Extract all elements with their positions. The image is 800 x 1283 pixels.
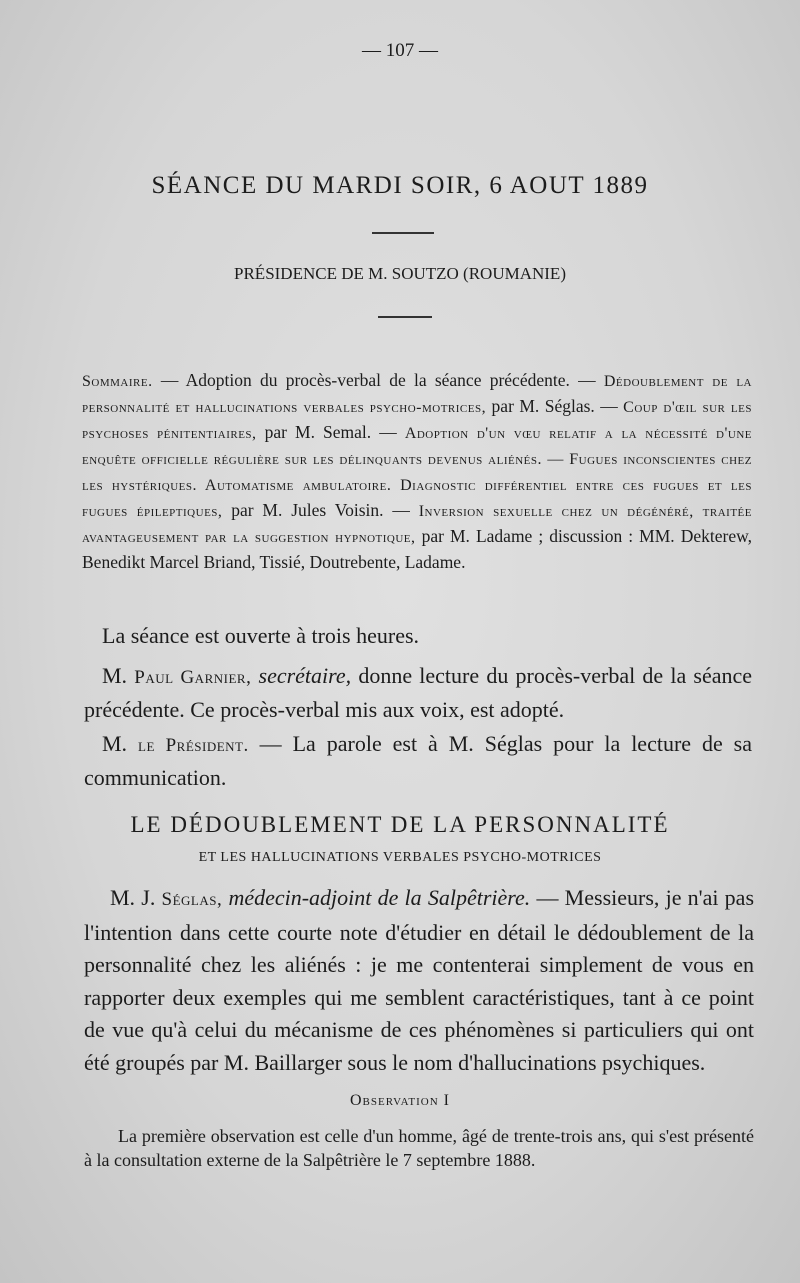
secretary-name: Paul Garnier, bbox=[134, 667, 252, 688]
section-subtitle: ET LES HALLUCINATIONS VERBALES PSYCHO-MOTRICES bbox=[198, 850, 602, 865]
opening-paragraph: La séance est ouverte à trois heures. bbox=[102, 623, 420, 648]
president-prefix: M. bbox=[102, 731, 139, 756]
communication-text: — Messieurs, je n'ai pas l'intention dans cette courte note d'étudier en détail le dédoublement de la personnalité chez les aliénés : je me contenterai simplement de vous en rapporter deux exemples qui me semblent caractéristiques, tant à ce point de vue qu'à celui du mécanisme de ces phénomènes si particuliers qui ont été groupés par M. Baillarger sous le nom d'hallucinations psychiques. bbox=[84, 885, 755, 1075]
summary-text-3: par M. Semal. — bbox=[256, 422, 405, 442]
minutes-name-prefix: M. bbox=[102, 663, 135, 688]
author-role: médecin-adjoint de la Salpêtrière. bbox=[228, 885, 531, 910]
president-text: — La parole est à M. Séglas pour la lecture de sa communication. bbox=[84, 731, 753, 790]
author-name: Séglas, bbox=[161, 889, 223, 910]
president-paragraph bbox=[84, 728, 752, 794]
title-divider bbox=[372, 232, 434, 234]
summary-topic-3: Adoption d'un vœu relatif a la nécessité d'une enquête officielle régulière sur les délinquants devenus aliénés. — Fugues inconscientes chez les hystériques. Automatisme ambulatoire. Diagnostic différentiel entre ces fugues et les fugues épileptiques, bbox=[82, 425, 752, 520]
secretary-role: secrétaire, bbox=[258, 663, 352, 688]
presidence-divider bbox=[378, 316, 432, 318]
summary-topic-1: Dédoublement de la personnalité et hallucinations verbales psycho-motrices, bbox=[82, 373, 752, 416]
minutes-text: donne lecture du procès-verbal de la séance précédente. Ce procès-verbal mis aux voix, est adopté. bbox=[84, 663, 753, 722]
summary-topic-4: Inversion sexuelle chez un dégénéré, traitée avantageusement par la suggestion hypnotique, bbox=[82, 503, 753, 546]
summary-text-2: par M. Séglas. — bbox=[486, 396, 624, 416]
presidence-line: PRÉSIDENCE DE M. SOUTZO (ROUMANIE) bbox=[234, 264, 566, 283]
summary-topic-2: Coup d'œil sur les psychoses pénitentiaires, bbox=[82, 399, 752, 442]
summary-paragraph bbox=[82, 368, 752, 575]
observation-heading: Observation I bbox=[349, 1092, 451, 1109]
minutes-paragraph bbox=[84, 660, 752, 726]
section-title: LE DÉDOUBLEMENT DE LA PERSONNALITÉ bbox=[130, 812, 670, 837]
page-number: — 107 — bbox=[362, 40, 438, 61]
communication-paragraph bbox=[84, 882, 754, 1079]
summary-text-4: par M. Jules Voisin. — bbox=[222, 500, 419, 520]
author-prefix: M. J. bbox=[110, 885, 162, 910]
summary-text-1: — Adoption du procès-verbal de la séance précédente. — bbox=[152, 370, 604, 390]
summary-head: Sommaire. bbox=[82, 373, 153, 390]
president-label: le Président. bbox=[138, 735, 249, 756]
observation-paragraph: La première observation est celle d'un homme, âgé de trente-trois ans, qui s'est présenté à la consultation externe de la Salpêtrière le 7 septembre 1888. bbox=[84, 1126, 754, 1170]
summary-text-5: par M. Ladame ; discussion : MM. Dekterew, Benedikt Marcel Briand, Tissié, Doutrebente, Ladame. bbox=[82, 526, 752, 572]
session-title: SÉANCE DU MARDI SOIR, 6 AOUT 1889 bbox=[151, 172, 649, 199]
